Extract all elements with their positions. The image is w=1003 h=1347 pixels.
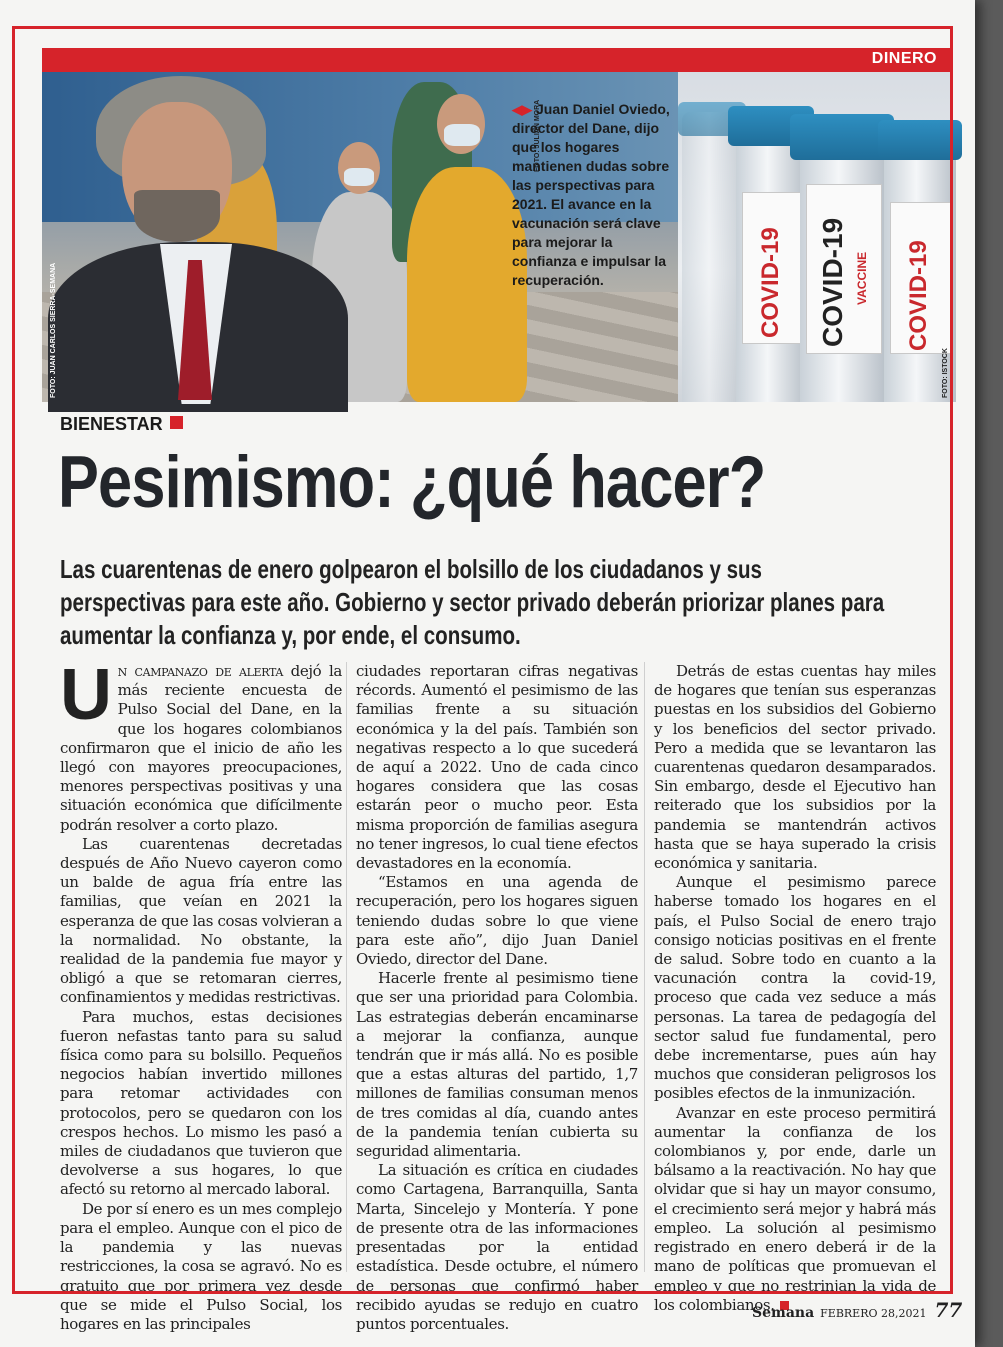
lead-photo [42, 72, 953, 402]
page-number: 77 [934, 1298, 963, 1322]
section-label: BIENESTAR [60, 414, 183, 435]
photo-credit-right: FOTO: ISTOCK [942, 348, 949, 398]
caption-arrows-icon: ◀▶ [512, 102, 532, 117]
lead-in: n campanazo de alerta [117, 662, 283, 680]
issue-date: FEBRERO 28,2021 [820, 1307, 927, 1320]
paragraph: Las cuarentenas decretadas después de Año Nuevo cayeron como un balde de agua fría entre las familias, que veían en 2021 la esperanza de que las cosas volvieran a la normalidad. No obstante, la realidad de la pandemia fue mayor y obligó a que se retomaran cierres, confinamientos y medidas restrictivas. [60, 834, 342, 1007]
paragraph: “Estamos en una agenda de recuperación, pero los hogares siguen teniendo dudas sobre lo que viene para este año”, dijo Juan Daniel Oviedo, director del Dane. [356, 873, 638, 969]
paragraph: ciudades reportaran cifras negativas récords. Aumentó el pesimismo de las familias frente a su situación económica y la del país. También son negativas respecto a lo que sucederá de aquí a 2022. Uno de cada cinco hogares considera que las cosas estarán peor o mucho peor. Esta misma proporción de familias asegura no tener ingresos, lo cual tiene efectos devastadores en la economía. [356, 662, 638, 873]
article-column-1: Un campanazo de alerta dejó la más reciente encuesta de Pulso Social del Dane, en la que los hogares colombianos confirmaron que el inicio de año les llegó con mayores preocupaciones, menores perspectivas positivas y una situación económica que difícilmente podrán resolver a corto plazo. Las cuarentenas decretadas después de Año Nuevo cayeron como un balde de agua fría entre las familias, que veían en 2021 la esperanza de que las cosas volvieran a la normalidad. No obstante, la realidad de la pandemia fue mayor y obligó a que se retomaran cierres, confinamientos y medidas restrictivas. Para muchos, estas decisiones fueron nefastas tanto para su salud física como para su bolsillo. Pequeños negocios habían invertido millones para retomar actividades con protocolos, pero se quedaron con los crespos hechos. Lo mismo les pasó a miles de ciudadanos que tuvieron que devolverse a sus hogares, lo que afectó su retorno al mercado laboral. De por sí enero es un mes complejo para el empleo. Aunque con el pico de la pandemia y las nuevas restricciones, la cosa se agravó. No es gratuito que por primera vez desde que se mide el Pulso Social, los hogares en las principales [60, 655, 343, 1333]
column-rule [346, 662, 347, 1272]
photo-credit-center: FOTO: JULIÁN MORA [534, 99, 541, 172]
vial-label-3: COVID-19 [905, 240, 932, 351]
column-rule [644, 662, 645, 1272]
section-bar [42, 48, 953, 72]
photo-caption: ◀▶ Juan Daniel Oviedo, director del Dane, dijo que los hogares mantienen dudas sobre las perspectivas para 2021. El avance en la vacunación será clave para mejorar la confianza e impulsar la recuperación. [512, 101, 670, 288]
vial-label-2: COVID-19 [817, 217, 848, 347]
portrait-man [42, 72, 372, 402]
section-label-top: DINERO [871, 50, 937, 67]
paragraph: Aunque el pesimismo parece haberse tomado los hogares en el país, el Pulso Social de enero trajo consigo noticias positivas en el frente de salud. Sobre todo en cuanto a la vacunación contra la covid-19, proceso que cada vez seduce a más personas. La tarea de pedagogía del sector salud fue fundamental, pero debe incrementarse, pues aún hay muchos que consideran peligrosos los posibles efectos de la inmunización. [654, 873, 936, 1103]
paragraph: Hacerle frente al pesimismo tiene que ser una prioridad para Colombia. Las estrategias deberán encaminarse a mejorar la confianza, aunque tendrán que ir más allá. No es posible que a estas alturas del partido, 1,7 millones de familias consuman menos de tres comidas al día, cuando antes de la pandemia tenían cubierta su seguridad alimentaria. [356, 969, 638, 1161]
paragraph: La situación es crítica en ciudades como Cartagena, Barranquilla, Santa Marta, Sincelejo y Montería. Y pone de presente otra de las informaciones presentadas por la entidad estadística. Desde octubre, el número de personas que confirmó haber recibido ayudas se redujo en cuatro puntos porcentuales. [356, 1161, 638, 1333]
paragraph: Detrás de estas cuentas hay miles de hogares que tenían sus esperanzas puestas en los subsidios del Gobierno y los beneficios del sector privado. Pero a medida que se levantaron las cuarentenas quedaron desamparados. Sin embargo, desde el Ejecutivo han reiterado que los subsidios por la pandemia se mantendrán activos hasta que se haya superado la crisis económica y sanitaria. [654, 662, 936, 873]
headline: Pesimismo: ¿qué hacer? [58, 442, 766, 523]
paragraph: Avanzar en este proceso permitirá aumentar la confianza de los colombianos y, por ende, darle un bálsamo a la reactivación. No hay que olvidar que si hay un mayor consumo, el crecimiento será mejor y habrá más empleo. La solución al pesimismo registrado en enero deberá ir de la mano de políticas que promuevan el empleo y que no restrinjan la vida de los colombianos. [654, 1103, 936, 1314]
page-footer [752, 1298, 962, 1322]
deck: Las cuarentenas de enero golpearon el bolsillo de los ciudadanos y sus perspectivas para este año. Gobierno y sector privado deberán priorizar planes para aumentar la confianza y, por ende, el consumo. [60, 554, 885, 650]
vial-sub-label: VACCINE [855, 251, 869, 305]
paragraph: Para muchos, estas decisiones fueron nefastas tanto para su salud física como para su bolsillo. Pequeños negocios habían invertido millones para retomar actividades con protocolos, pero se quedaron con los crespos hechos. Lo mismo les pasó a miles de ciudadanos que tuvieron que devolverse a sus hogares, lo que afectó su retorno al mercado laboral. [60, 1007, 342, 1199]
photo-credit-left: FOTO: JUAN CARLOS SIERRA-SEMANA [50, 262, 57, 398]
drop-cap: U [60, 655, 112, 735]
paragraph: De por sí enero es un mes complejo para el empleo. Aunque con el pico de la pandemia y las nuevas restricciones, la cosa se agravó. No es gratuito que por primera vez desde que se mide el Pulso Social, los hogares en las principales [60, 1199, 342, 1333]
section-square-icon [170, 416, 183, 429]
article-column-2 [356, 662, 638, 1333]
vaccine-photo [678, 72, 953, 402]
crowd-photo [42, 72, 678, 402]
vial-label-1: COVID-19 [757, 227, 784, 338]
magazine-name: Semana [752, 1305, 815, 1321]
